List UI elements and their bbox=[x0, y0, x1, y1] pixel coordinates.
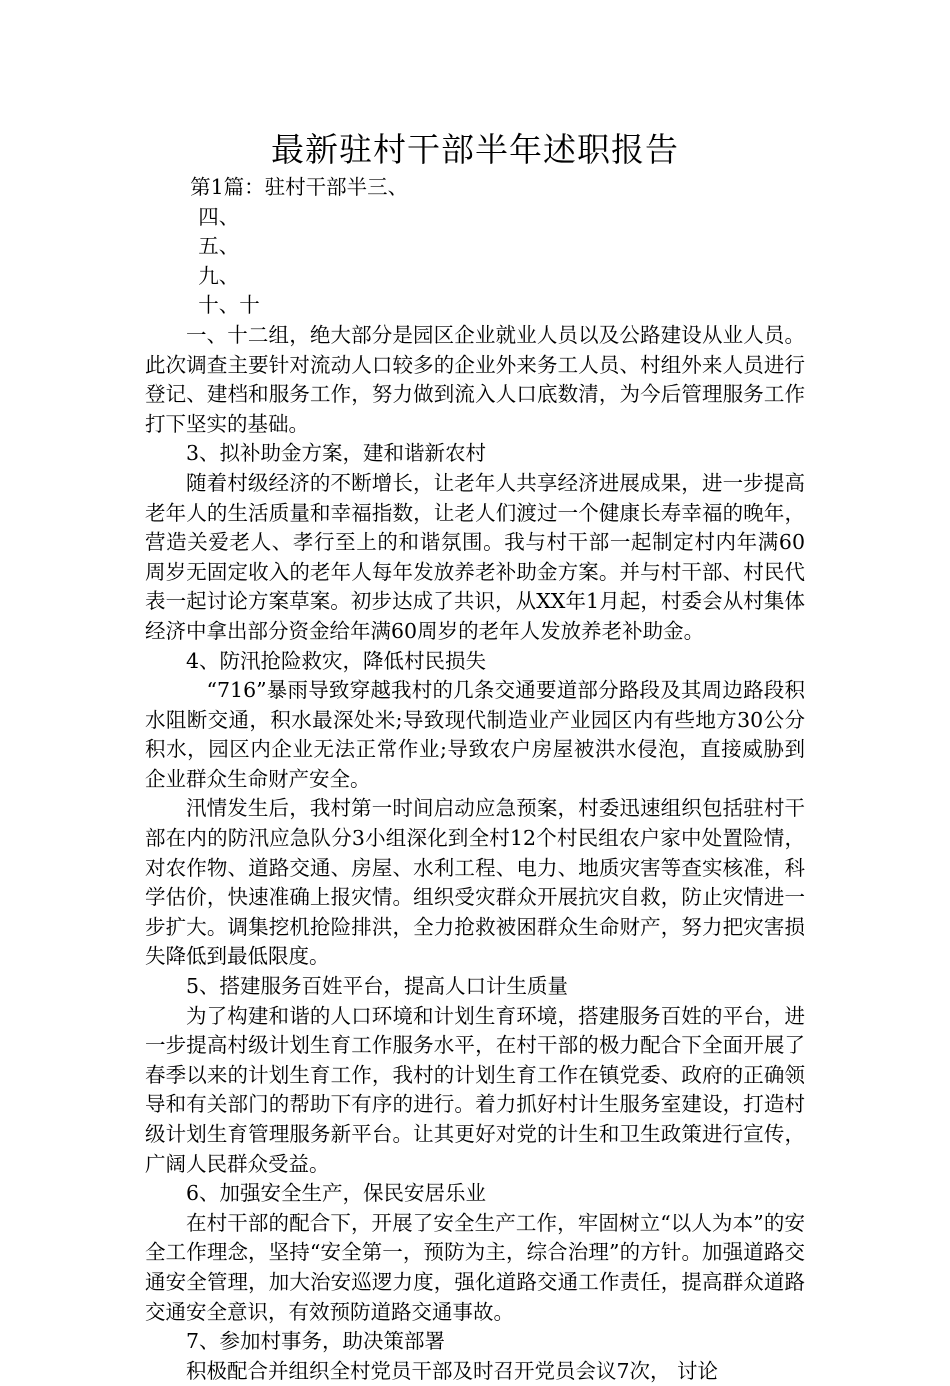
paragraph-numeral-9: 九、 bbox=[198, 263, 240, 288]
paragraph-heading-part1: 第1篇：驻村干部半三、 bbox=[190, 175, 409, 199]
section-heading-6: 6、加强安全生产，保民安居乐业 bbox=[186, 1181, 487, 1206]
section-heading-5: 5、搭建服务百姓平台，提高人口计生质量 bbox=[186, 974, 569, 999]
paragraph-floating-population: 一、十二组，绝大部分是园区企业就业人员以及公路建设从业人员。此次调查主要针对流动人口较多的企业外来务工人员、村组外来人员进行登记、建档和服务工作，努力做到流入人口底数清，为今后管理服务工作打下坚实的基础。 bbox=[145, 322, 805, 436]
document-title: 最新驻村干部半年述职报告 bbox=[271, 130, 679, 169]
paragraph-flood-response: 汛情发生后，我村第一时间启动应急预案，村委迅速组织包括驻村干部在内的防汛应急队分3小组深化到全村12个村民组农户家中处置险情，对农作物、道路交通、房屋、水利工程、电力、地质灾害等查实核准，科学估价，快速准确上报灾情。组织受灾群众开展抗灾自救，防止灾情进一步扩大。调集挖机抢险排洪，全力抢救被困群众生命财产，努力把灾害损失降低到最低限度。 bbox=[145, 796, 805, 969]
paragraph-elderly-subsidy: 随着村级经济的不断增长，让老年人共享经济进展成果，进一步提高老年人的生活质量和幸福指数，让老人们渡过一个健康长寿幸福的晚年，营造关爱老人、孝行至上的和谐氛围。我与村干部一起制定村内年满60周岁无固定收入的老年人每年发放养老补助金方案。并与村干部、村民代表一起讨论方案草案。初步达成了共识，从XX年1月起，村委会从村集体经济中拿出部分资金给年满60周岁的老年人发放养老补助金。 bbox=[145, 470, 805, 643]
document-body bbox=[145, 173, 805, 1386]
section-heading-4: 4、防汛抢险救灾，降低村民损失 bbox=[186, 648, 487, 673]
paragraph-village-affairs: 积极配合并组织全村党员干部及时召开党员会议7次， 讨论 bbox=[186, 1358, 719, 1383]
paragraph-safety-production: 在村干部的配合下，开展了安全生产工作，牢固树立“以人为本”的安全工作理念，坚持“安全第一，预防为主，综合治理”的方针。加强道路交通安全管理，加大治安巡逻力度，强化道路交通工作责任，提高群众道路交通安全意识，有效预防道路交通事故。 bbox=[145, 1210, 805, 1324]
section-heading-7: 7、参加村事务，助决策部署 bbox=[186, 1329, 446, 1354]
paragraph-rainstorm: “716”暴雨导致穿越我村的几条交通要道部分路段及其周边路段积水阻断交通，积水最深处米;导致现代制造业产业园区内有些地方30公分积水，园区内企业无法正常作业;导致农户房屋被洪水侵泡，直接威胁到企业群众生命财产安全。 bbox=[145, 678, 805, 791]
paragraph-family-planning: 为了构建和谐的人口环境和计划生育环境，搭建服务百姓的平台，进一步提高村级计划生育工作服务水平，在村干部的极力配合下全面开展了春季以来的计划生育工作，我村的计划生育工作在镇党委、政府的正确领导和有关部门的帮助下有序的进行。着力抓好村计生服务室建设，打造村级计划生育管理服务新平台。让其更好对党的计生和卫生政策进行宣传，广阔人民群众受益。 bbox=[145, 1003, 805, 1176]
paragraph-numeral-4: 四、 bbox=[198, 204, 240, 229]
paragraph-numeral-5: 五、 bbox=[198, 234, 240, 259]
paragraph-numeral-10: 十、十 bbox=[198, 293, 260, 318]
section-heading-3: 3、拟补助金方案，建和谐新农村 bbox=[186, 441, 487, 466]
